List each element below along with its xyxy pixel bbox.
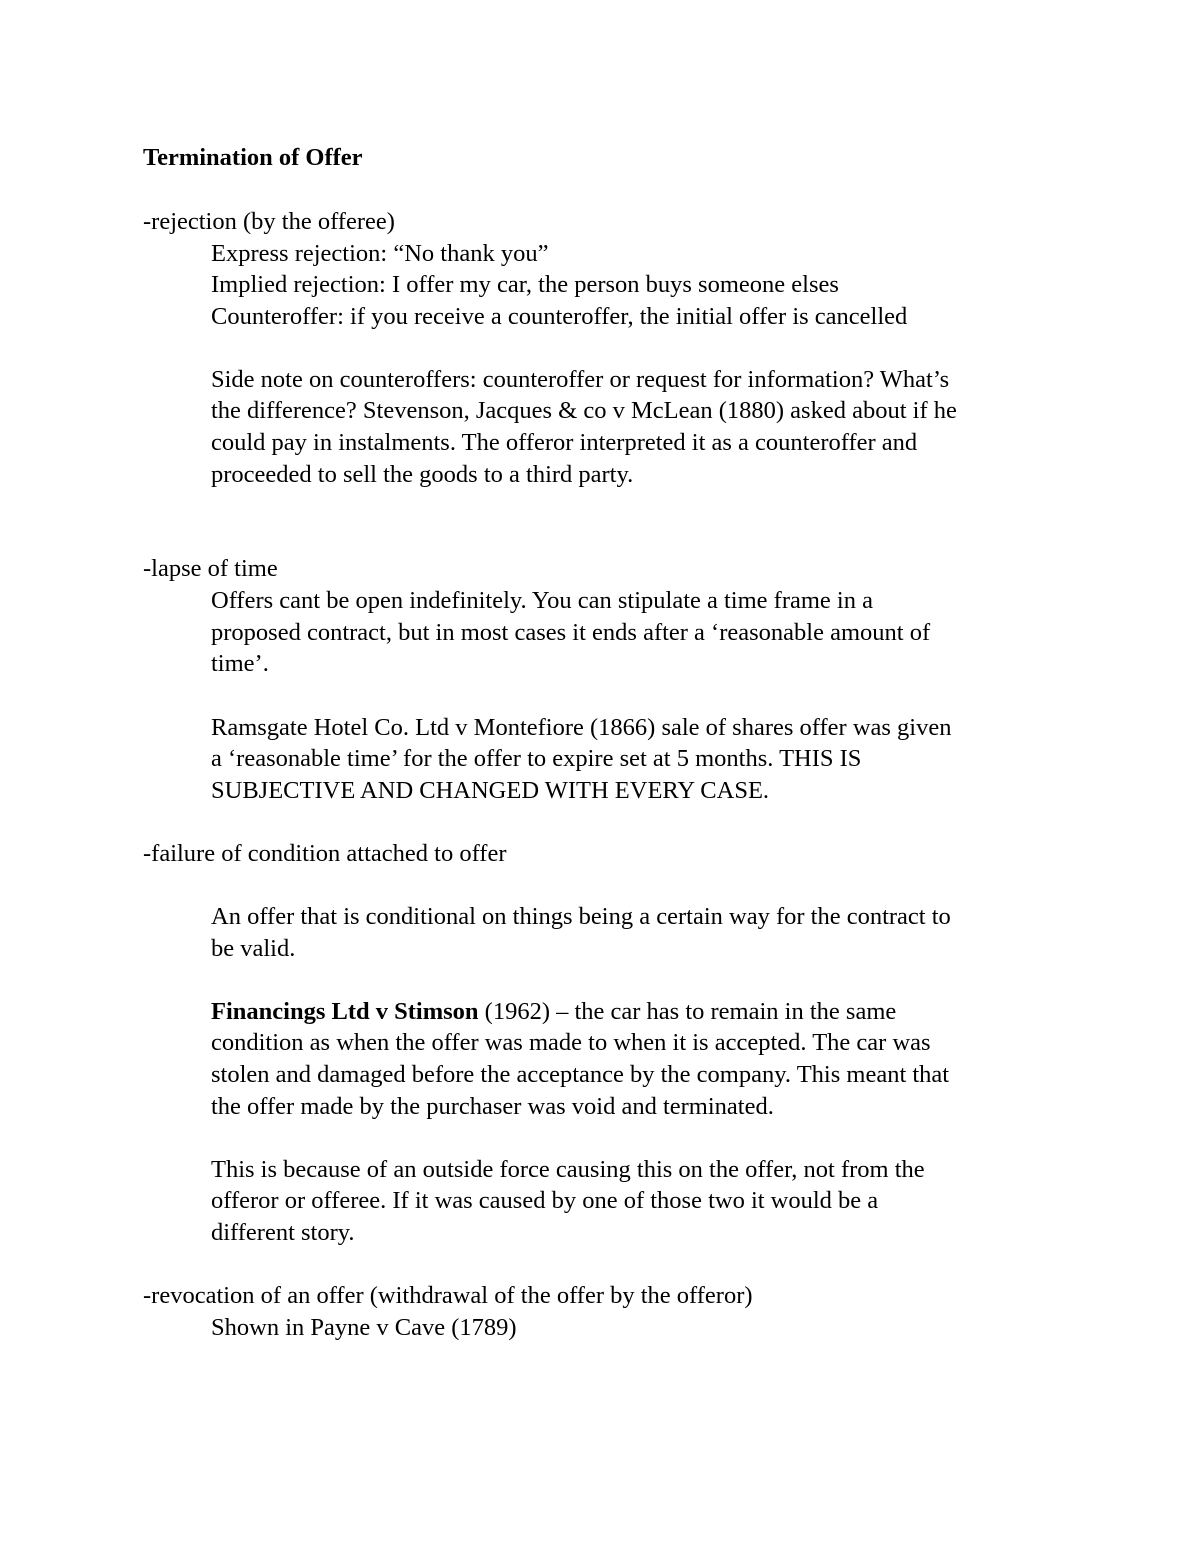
outside-force-line: offeror or offeree. If it was caused by one of those two it would be a — [211, 1187, 879, 1214]
ramsgate-case-line: Ramsgate Hotel Co. Ltd v Montefiore (1866) sale of shares offer was given — [211, 714, 952, 741]
failure-heading: -failure of condition attached to offer — [143, 840, 507, 867]
case-text: (1962) – the car has to remain in the same — [478, 998, 897, 1025]
failure-paragraph-line: An offer that is conditional on things being a certain way for the contract to — [211, 903, 951, 930]
financings-paragraph-line: condition as when the offer was made to when it is accepted. The car was — [211, 1029, 931, 1056]
ramsgate-case-line: a ‘reasonable time’ for the offer to expire set at 5 months. THIS IS — [211, 745, 862, 772]
outside-force-line: different story. — [211, 1219, 355, 1246]
financings-paragraph-line: stolen and damaged before the acceptance by the company. This meant that — [211, 1061, 950, 1088]
case-name-bold: Financings Ltd v Stimson — [211, 998, 479, 1025]
failure-paragraph-line: be valid. — [211, 935, 296, 962]
outside-force-line: This is because of an outside force causing this on the offer, not from the — [211, 1156, 925, 1183]
side-note-line: could pay in instalments. The offeror interpreted it as a counteroffer and — [211, 429, 918, 456]
financings-paragraph-line: the offer made by the purchaser was void and terminated. — [211, 1093, 774, 1120]
side-note-line: proceeded to sell the goods to a third party. — [211, 461, 634, 488]
revocation-heading: -revocation of an offer (withdrawal of the offer by the offeror) — [143, 1282, 753, 1309]
side-note-line: Side note on counteroffers: counteroffer or request for information? What’s — [211, 366, 950, 393]
lapse-paragraph-line: proposed contract, but in most cases it ends after a ‘reasonable amount of — [211, 619, 931, 646]
lapse-paragraph-line: Offers cant be open indefinitely. You can stipulate a time frame in a — [211, 587, 873, 614]
lapse-paragraph-line: time’. — [211, 650, 269, 677]
implied-rejection-line: Implied rejection: I offer my car, the person buys someone elses — [211, 271, 839, 298]
payne-case-line: Shown in Payne v Cave (1789) — [211, 1314, 517, 1341]
rejection-heading: -rejection (by the offeree) — [143, 208, 395, 235]
document-title: Termination of Offer — [143, 144, 363, 171]
counteroffer-line: Counteroffer: if you receive a counteroffer, the initial offer is cancelled — [211, 303, 908, 330]
express-rejection-line: Express rejection: “No thank you” — [211, 240, 549, 267]
financings-case-line — [211, 1000, 896, 1025]
ramsgate-case-line: SUBJECTIVE AND CHANGED WITH EVERY CASE. — [211, 777, 770, 804]
side-note-line: the difference? Stevenson, Jacques & co v McLean (1880) asked about if he — [211, 397, 957, 424]
lapse-heading: -lapse of time — [143, 555, 278, 582]
